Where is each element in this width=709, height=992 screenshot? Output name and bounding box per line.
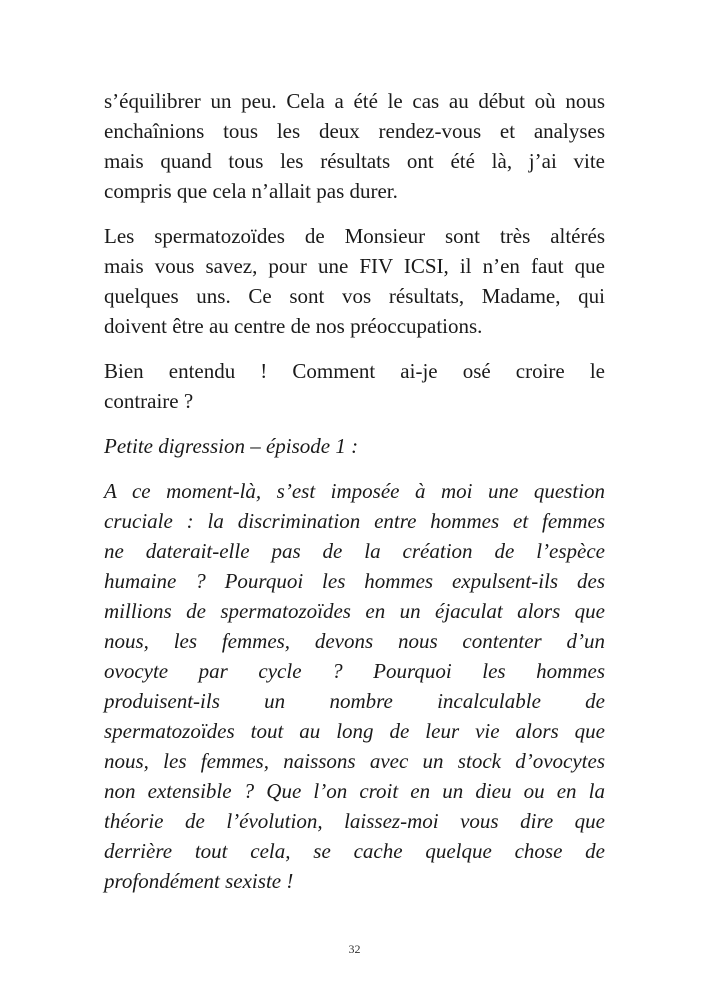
page-number: 32 <box>348 942 361 956</box>
text-line: millions de spermatozoïdes en un éjaculat alors que <box>104 599 605 623</box>
digression-paragraph <box>104 476 605 896</box>
paragraph-2 <box>104 221 605 341</box>
text-line: cruciale : la discrimination entre hommes et femmes <box>104 509 605 533</box>
text-line: quelques uns. Ce sont vos résultats, Madame, qui <box>104 284 605 308</box>
paragraph-1 <box>104 86 605 206</box>
text-line: compris que cela n’allait pas durer. <box>104 179 398 203</box>
text-line: produisent-ils un nombre incalculable de <box>104 689 605 713</box>
text-line: enchaînions tous les deux rendez-vous et analyses <box>104 119 605 143</box>
text-line: mais quand tous les résultats ont été là, j’ai vite <box>104 149 605 173</box>
text-line: nous, les femmes, naissons avec un stock d’ovocytes <box>104 749 605 773</box>
text-line: non extensible ? Que l’on croit en un dieu ou en la <box>104 779 605 803</box>
text-line: théorie de l’évolution, laissez-moi vous dire que <box>104 809 605 833</box>
text-line: doivent être au centre de nos préoccupations. <box>104 314 483 338</box>
text-line: spermatozoïdes tout au long de leur vie alors que <box>104 719 605 743</box>
text-line: humaine ? Pourquoi les hommes expulsent-ils des <box>104 569 605 593</box>
text-line: Petite digression – épisode 1 : <box>104 434 359 458</box>
text-line: mais vous savez, pour une FIV ICSI, il n’en faut que <box>104 254 605 278</box>
page-body <box>104 86 605 896</box>
text-line: ne daterait-elle pas de la création de l’espèce <box>104 539 605 563</box>
text-line: contraire ? <box>104 389 194 413</box>
paragraph-3 <box>104 356 605 416</box>
text-line: derrière tout cela, se cache quelque chose de <box>104 839 605 863</box>
text-line: s’équilibrer un peu. Cela a été le cas au début où nous <box>104 89 605 113</box>
text-line: profondément sexiste ! <box>104 869 294 893</box>
text-line: A ce moment-là, s’est imposée à moi une question <box>104 479 605 503</box>
text-line: nous, les femmes, devons nous contenter d’un <box>104 629 605 653</box>
text-line: ovocyte par cycle ? Pourquoi les hommes <box>104 659 605 683</box>
text-line: Les spermatozoïdes de Monsieur sont très altérés <box>104 224 605 248</box>
text-line: Bien entendu ! Comment ai-je osé croire le <box>104 359 605 383</box>
digression-heading <box>104 431 605 461</box>
